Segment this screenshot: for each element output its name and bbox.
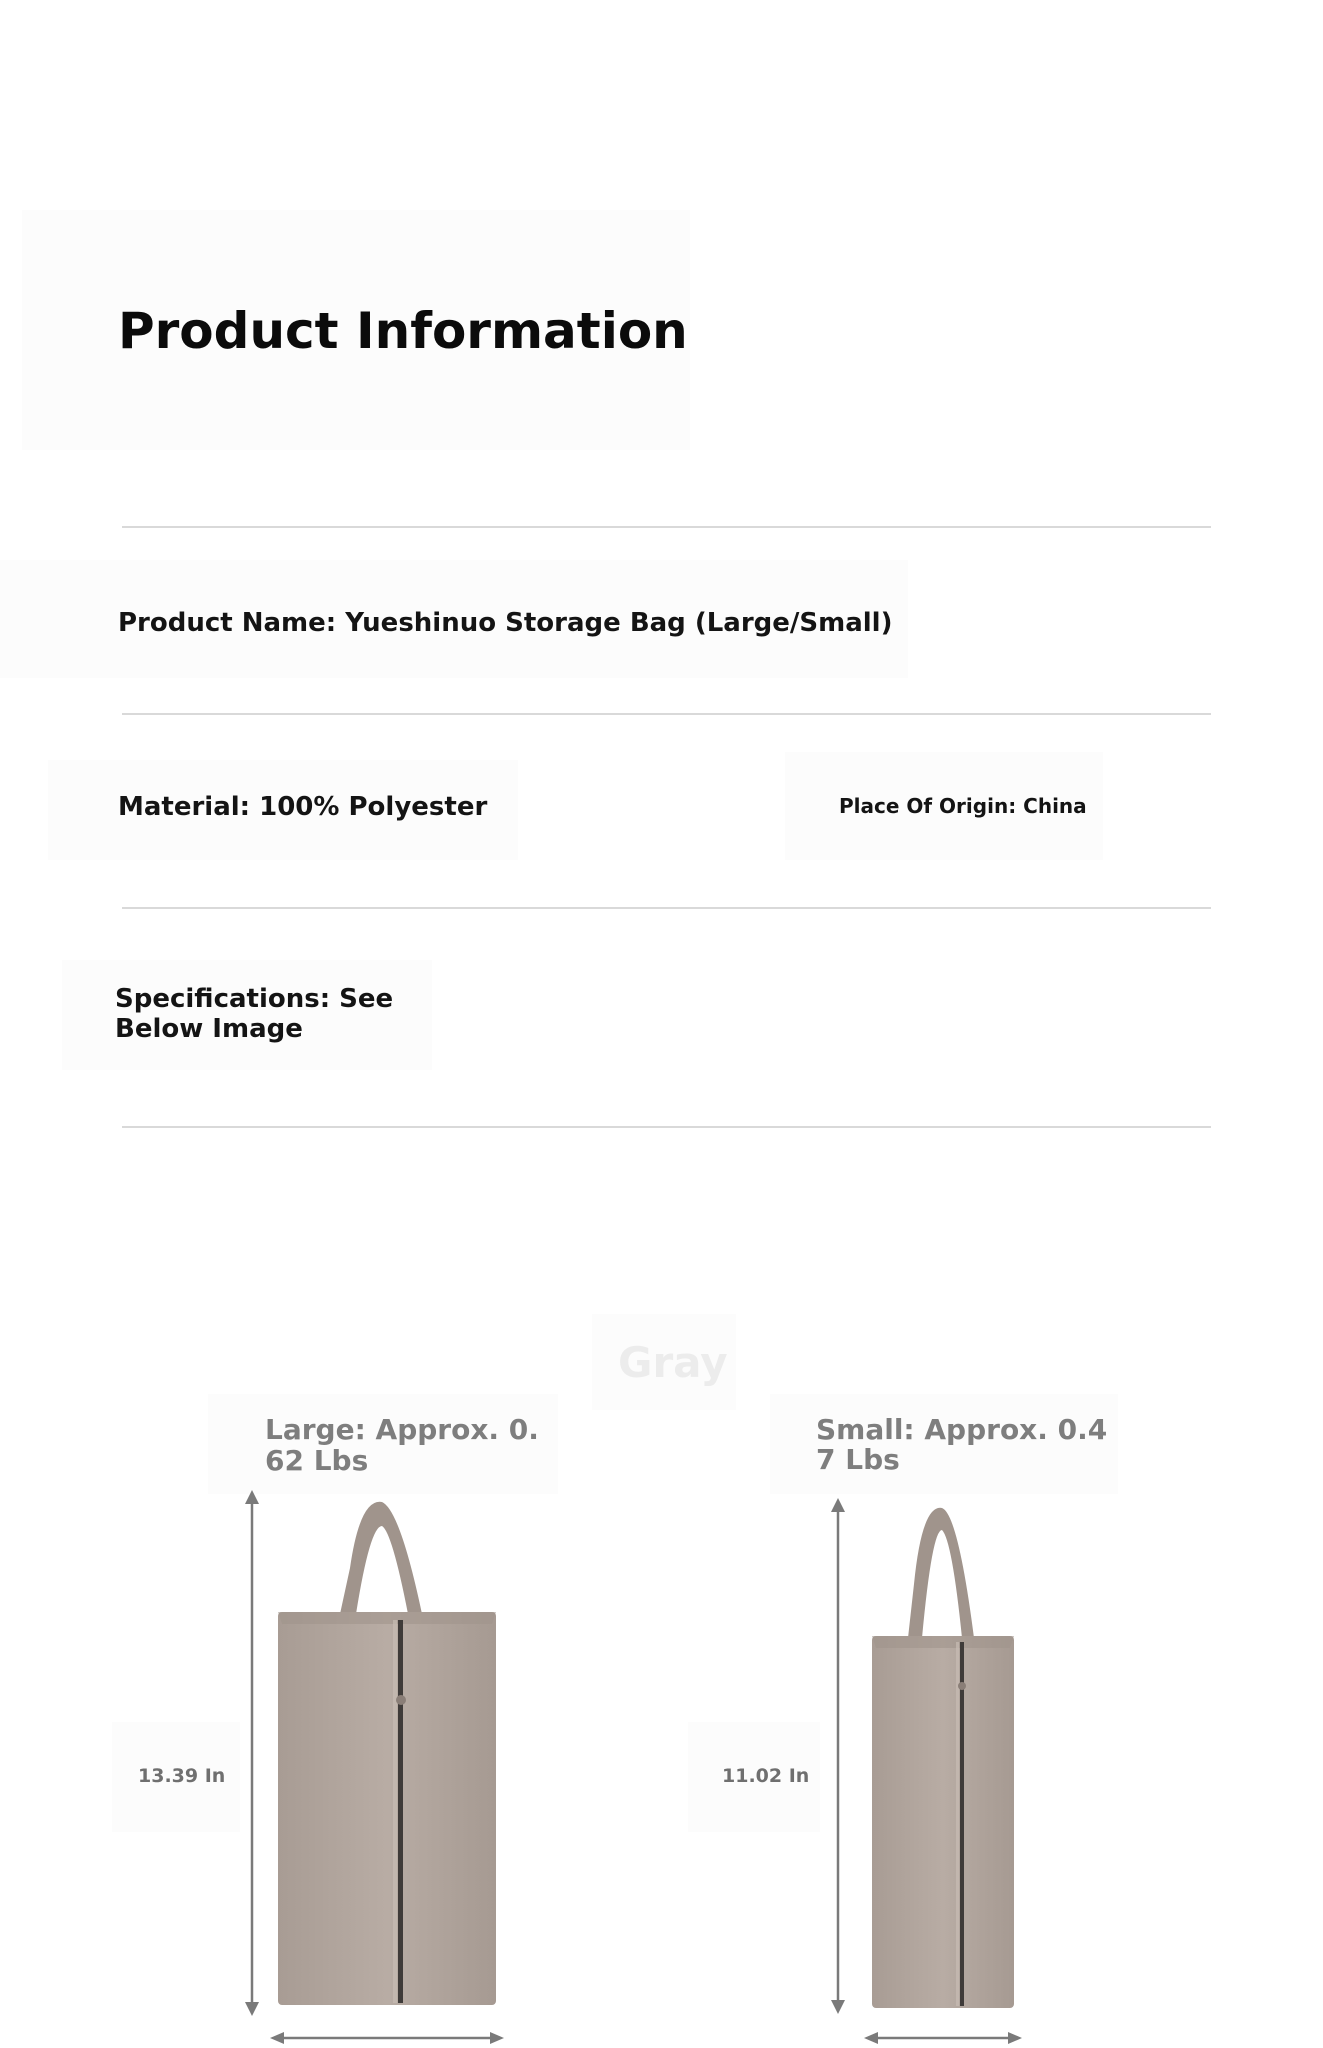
divider bbox=[122, 713, 1211, 715]
spec-label-line1: Specifications: See bbox=[115, 984, 394, 1014]
material-label: Material: 100% Polyester bbox=[118, 792, 488, 822]
divider bbox=[122, 526, 1211, 528]
divider bbox=[122, 1126, 1211, 1128]
arrow-head-up bbox=[245, 1490, 259, 1504]
spec-label-line2: Below Image bbox=[115, 1014, 303, 1044]
small-bag-figure bbox=[818, 1498, 1038, 2048]
small-weight-line1: Small: Approx. 0.4 bbox=[816, 1413, 1108, 1446]
small-weight-line2: 7 Lbs bbox=[816, 1443, 900, 1476]
large-bag-zipper bbox=[398, 1620, 403, 2003]
large-weight-line2: 62 Lbs bbox=[265, 1444, 369, 1477]
origin-label: Place Of Origin: China bbox=[839, 794, 1087, 818]
small-bag-body bbox=[872, 1636, 1014, 2008]
page-title: Product Information bbox=[118, 302, 688, 360]
product-name-label: Product Name: Yueshinuo Storage Bag (Large/Small) bbox=[118, 608, 893, 638]
large-bag-figure bbox=[230, 1490, 520, 2048]
small-height-label: 11.02 In bbox=[722, 1765, 810, 1787]
arrow-head-down bbox=[245, 2002, 259, 2016]
large-weight-line1: Large: Approx. 0. bbox=[265, 1413, 539, 1446]
large-height-label: 13.39 In bbox=[138, 1765, 226, 1787]
divider bbox=[122, 907, 1211, 909]
large-bag-body bbox=[278, 1612, 496, 2005]
color-label: Gray bbox=[618, 1338, 728, 1387]
small-bag-zipper bbox=[960, 1642, 964, 2006]
large-bag-handle bbox=[340, 1502, 422, 1614]
small-bag-handle bbox=[908, 1508, 974, 1638]
